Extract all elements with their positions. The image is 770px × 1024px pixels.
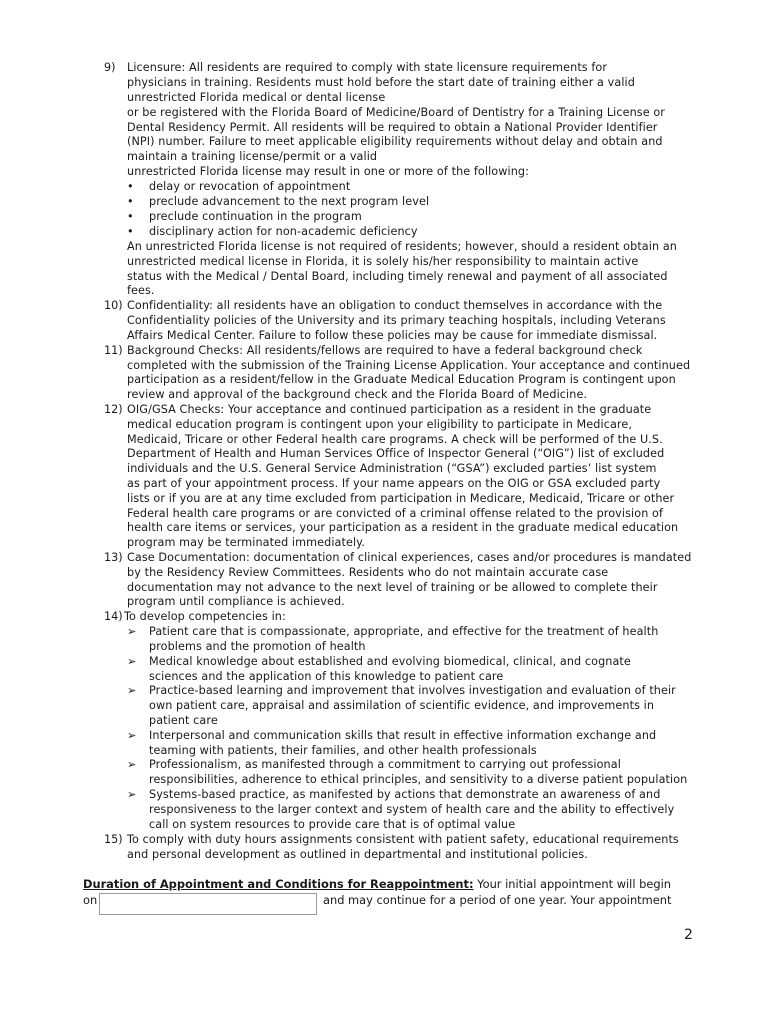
bullet-item: disciplinary action for non-academic deficiency (149, 225, 418, 238)
item10-line: Affairs Medical Center. Failure to follow these policies may be cause for immediate dismissal. (127, 329, 658, 342)
item13-line: by the Residency Review Committees. Residents who do not maintain accurate case (127, 566, 609, 579)
bullet-item: preclude continuation in the program (149, 210, 362, 223)
competency-line: responsibilities, adherence to ethical principles, and sensitivity to a diverse patient population (149, 773, 688, 786)
appointment-date-field[interactable] (99, 893, 317, 915)
arrow-bullet-icon: ➢ (127, 758, 137, 771)
item12-line: medical education program is contingent upon your eligibility to participate in Medicare, (127, 418, 632, 431)
item14-heading: To develop competencies in: (124, 610, 286, 623)
item12-line: individuals and the U.S. General Service Administration (“GSA”) excluded parties’ list system (127, 462, 657, 475)
item12-line: program may be terminated immediately. (127, 536, 365, 549)
bullet-icon: • (127, 210, 134, 223)
item12-line: as part of your appointment process. If your name appears on the OIG or GSA excluded party (127, 477, 661, 490)
arrow-bullet-icon: ➢ (127, 684, 137, 697)
item13-line: Case Documentation: documentation of clinical experiences, cases and/or procedures is mandated (127, 551, 692, 564)
item-number: 12) (104, 403, 123, 416)
competency-line: problems and the promotion of health (149, 640, 366, 653)
item9-line: physicians in training. Residents must hold before the start date of training either a valid (127, 76, 635, 89)
item-number: 15) (104, 833, 123, 846)
competency-line: patient care (149, 714, 218, 727)
duration-continuation: and may continue for a period of one year. Your appointment (323, 893, 672, 907)
item9-line: Licensure: All residents are required to comply with state licensure requirements for (127, 61, 608, 74)
arrow-bullet-icon: ➢ (127, 729, 137, 742)
competency-line: call on system resources to provide care that is of optimal value (149, 818, 516, 831)
item13-line: documentation may not advance to the next level of training or be allowed to complete their (127, 581, 658, 594)
item11-line: Background Checks: All residents/fellows are required to have a federal background check (127, 344, 643, 357)
item9-after-line: An unrestricted Florida license is not required of residents; however, should a resident obtain an (127, 240, 677, 253)
item9-line: unrestricted Florida medical or dental license (127, 91, 386, 104)
competency-line: responsiveness to the larger context and system of health care and the ability to effectively (149, 803, 675, 816)
competency-line: Practice-based learning and improvement that involves investigation and evaluation of their (149, 684, 676, 697)
item9-after-line: status with the Medical / Dental Board, including timely renewal and payment of all associated (127, 270, 668, 283)
competency-line: Systems-based practice, as manifested by actions that demonstrate an awareness of and (149, 788, 661, 801)
bullet-icon: • (127, 225, 134, 238)
arrow-bullet-icon: ➢ (127, 788, 137, 801)
bullet-item: preclude advancement to the next program level (149, 195, 430, 208)
item-number: 14) (104, 610, 123, 623)
page-number: 2 (684, 927, 693, 943)
item13-line: program until compliance is achieved. (127, 595, 345, 608)
competency-line: Professionalism, as manifested through a commitment to carrying out professional (149, 758, 621, 771)
bullet-icon: • (127, 180, 134, 193)
item10-line: Confidentiality policies of the University and its primary teaching hospitals, including Veterans (127, 314, 666, 327)
competency-line: Patient care that is compassionate, appropriate, and effective for the treatment of health (149, 625, 659, 638)
competency-line: Medical knowledge about established and evolving biomedical, clinical, and cognate (149, 655, 631, 668)
arrow-bullet-icon: ➢ (127, 625, 137, 638)
competency-line: own patient care, appraisal and assimilation of scientific evidence, and improvements in (149, 699, 655, 712)
item11-line: participation as a resident/fellow in the Graduate Medical Education Program is contingent upon (127, 373, 676, 386)
item9-after-line: unrestricted medical license in Florida, it is solely his/her responsibility to maintain active (127, 255, 639, 268)
item10-line: Confidentiality: all residents have an obligation to conduct themselves in accordance with the (127, 299, 663, 312)
item12-line: Federal health care programs or are convicted of a criminal offense related to the provision of (127, 507, 664, 520)
item12-line: Department of Health and Human Services Office of Inspector General (“OIG”) list of excluded (127, 447, 665, 460)
competency-line: teaming with patients, their families, and other health professionals (149, 744, 537, 757)
item12-line: lists or if you are at any time excluded from participation in Medicare, Medicaid, Tricare or other (127, 492, 675, 505)
competency-line: sciences and the application of this knowledge to patient care (149, 670, 504, 683)
item11-line: review and approval of the background check and the Florida Board of Medicine. (127, 388, 588, 401)
item-number: 13) (104, 551, 123, 564)
duration-heading: Duration of Appointment and Conditions for Reappointment: (83, 877, 474, 891)
item9-line: unrestricted Florida license may result in one or more of the following: (127, 165, 529, 178)
item11-line: completed with the submission of the Training License Application. Your acceptance and continued (127, 359, 691, 372)
item9-line: (NPI) number. Failure to meet applicable eligibility requirements without delay and obtain and (127, 135, 663, 148)
item-number: 9) (104, 61, 116, 74)
on-label: on (83, 893, 98, 907)
duration-text: Your initial appointment will begin (473, 877, 671, 891)
duration-paragraph (83, 877, 671, 892)
item15-line: To comply with duty hours assignments consistent with patient safety, educational requirements (127, 833, 679, 846)
item-number: 10) (104, 299, 123, 312)
item9-line: maintain a training license/permit or a valid (127, 150, 378, 163)
bullet-icon: • (127, 195, 134, 208)
bullet-item: delay or revocation of appointment (149, 180, 351, 193)
item12-line: health care items or services, your participation as a resident in the graduate medical education (127, 521, 679, 534)
item12-line: OIG/GSA Checks: Your acceptance and continued participation as a resident in the graduate (127, 403, 652, 416)
competency-line: Interpersonal and communication skills that result in effective information exchange and (149, 729, 657, 742)
item9-line: or be registered with the Florida Board of Medicine/Board of Dentistry for a Training License or (127, 106, 665, 119)
item15-line: and personal development as outlined in departmental and institutional policies. (127, 848, 588, 861)
arrow-bullet-icon: ➢ (127, 655, 137, 668)
item9-line: Dental Residency Permit. All residents will be required to obtain a National Provider Identifier (127, 121, 658, 134)
item9-after-line: fees. (127, 284, 155, 297)
item12-line: Medicaid, Tricare or other Federal health care programs. A check will be performed of the U.S. (127, 433, 663, 446)
item-number: 11) (104, 344, 123, 357)
